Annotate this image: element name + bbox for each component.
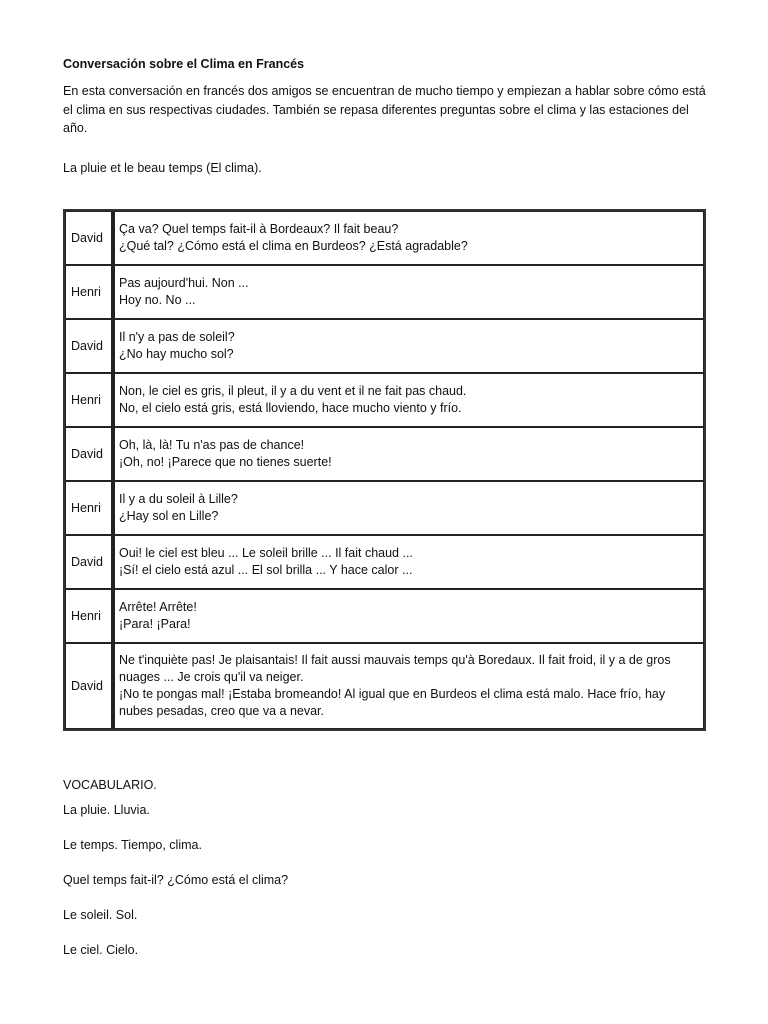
dialogue-row [65,319,704,373]
vocabulary-item: Quel temps fait-il? ¿Cómo está el clima? [63,873,289,887]
french-line: Oui! le ciel est bleu ... Le soleil brille ... Il fait chaud ... [119,546,413,560]
french-line: Arrête! Arrête! [119,600,197,614]
spanish-line: ¿Hay sol en Lille? [119,509,219,523]
vocabulary-item: Le temps. Tiempo, clima. [63,838,202,852]
dialogue-row [65,211,704,265]
speaker-name: David [65,427,114,481]
dialogue-text [114,589,704,643]
spanish-line: ¡Oh, no! ¡Parece que no tienes suerte! [119,455,332,469]
document-title: Conversación sobre el Clima en Francés [63,57,305,71]
speaker-name: Henri [65,589,114,643]
dialogue-text [114,427,704,481]
french-line: Pas aujourd'hui. Non ... [119,276,249,290]
vocabulary-item: Le ciel. Cielo. [63,943,139,957]
dialogue-row [65,427,704,481]
spanish-line: No, el cielo está gris, está lloviendo, hace mucho viento y frío. [119,401,462,415]
dialogue-row [65,535,704,589]
vocabulary-item: Le soleil. Sol. [63,908,138,922]
spanish-line: Hoy no. No ... [119,293,196,307]
french-line: Non, le ciel es gris, il pleut, il y a du vent et il ne fait pas chaud. [119,384,467,398]
document-header [63,55,707,177]
french-line: Il n'y a pas de soleil? [119,330,235,344]
speaker-name: Henri [65,265,114,319]
intro-paragraph: En esta conversación en francés dos amigos se encuentran de mucho tiempo y empiezan a hablar sobre cómo está el clima en sus respectivas ciudades. También se repasa diferentes preguntas sobre el clima y las estaciones del año. [63,84,706,135]
dialogue-row [65,643,704,729]
speaker-name: David [65,319,114,373]
vocabulary-heading: VOCABULARIO. [63,778,157,792]
spanish-line: ¡Para! ¡Para! [119,617,191,631]
vocabulary-item: La pluie. Lluvia. [63,803,150,817]
speaker-name: David [65,535,114,589]
speaker-name: David [65,211,114,265]
section-subtitle: La pluie et le beau temps (El clima). [63,160,262,175]
speaker-name: Henri [65,373,114,427]
dialogue-text [114,373,704,427]
french-line: Ne t'inquiète pas! Je plaisantais! Il fait aussi mauvais temps qu'à Boredaux. Il fait froid, il y a de gros nuages ... Je crois qu'il va neiger. [119,653,671,684]
dialogue-text [114,319,704,373]
french-line: Oh, là, là! Tu n'as pas de chance! [119,438,305,452]
dialogue-text [114,535,704,589]
french-line: Ça va? Quel temps fait-il à Bordeaux? Il fait beau? [119,222,399,236]
dialogue-text [114,481,704,535]
spanish-line: ¡No te pongas mal! ¡Estaba bromeando! Al igual que en Burdeos el clima está malo. Hace frío, hay nubes pesadas, creo que va a nevar. [119,687,666,718]
spanish-line: ¿No hay mucho sol? [119,347,234,361]
spanish-line: ¿Qué tal? ¿Cómo está el clima en Burdeos? ¿Está agradable? [119,239,468,253]
dialogue-row [65,481,704,535]
spanish-line: ¡Sí! el cielo está azul ... El sol brilla ... Y hace calor ... [119,563,413,577]
dialogue-row [65,265,704,319]
dialogue-text [114,211,704,265]
speaker-name: Henri [65,481,114,535]
dialogue-row [65,589,704,643]
dialogue-table [63,209,706,731]
dialogue-text [114,643,704,729]
french-line: Il y a du soleil à Lille? [119,492,238,506]
vocabulary-list [63,802,663,959]
dialogue-row [65,373,704,427]
vocabulary-section [63,777,663,977]
dialogue-text [114,265,704,319]
speaker-name: David [65,643,114,729]
